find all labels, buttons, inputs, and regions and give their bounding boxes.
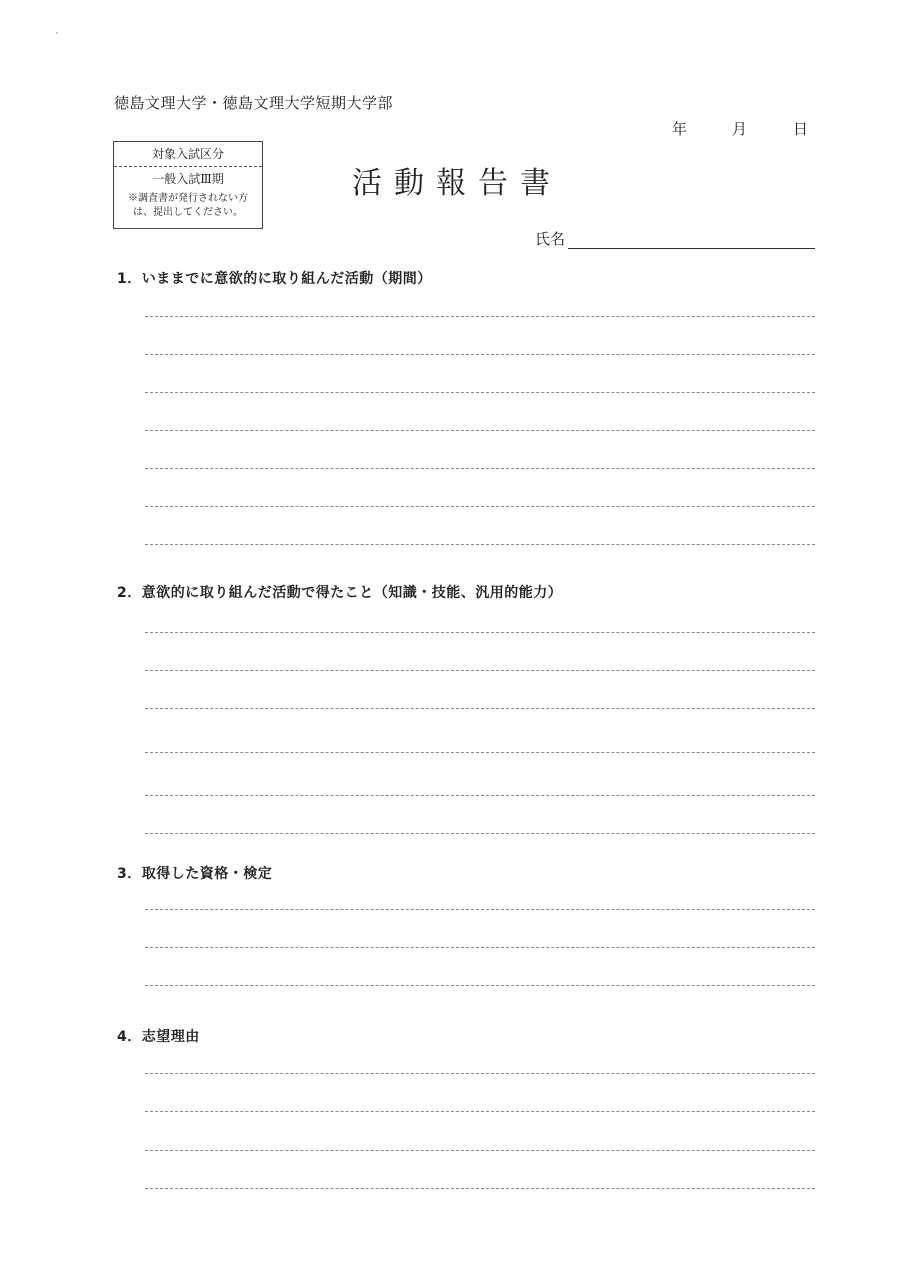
- section-4-heading: 4．志望理由: [117, 1029, 200, 1045]
- exam-category-note-line1: ※調査書が発行されない方: [128, 193, 248, 204]
- answer-line[interactable]: [145, 1150, 815, 1151]
- answer-line[interactable]: [145, 316, 815, 317]
- scan-mark: [56, 32, 58, 34]
- answer-line[interactable]: [145, 1188, 815, 1189]
- section-2-heading: 2．意欲的に取り組んだ活動で得たこと（知識・技能、汎用的能力）: [117, 585, 563, 601]
- name-field[interactable]: [535, 226, 815, 250]
- answer-line[interactable]: [145, 354, 815, 355]
- name-label: 氏名: [535, 230, 566, 248]
- answer-line[interactable]: [145, 632, 815, 633]
- answer-line[interactable]: [145, 833, 815, 834]
- date-month-label: 月: [732, 120, 748, 138]
- answer-line[interactable]: [145, 795, 815, 796]
- answer-line[interactable]: [145, 708, 815, 709]
- answer-line[interactable]: [145, 392, 815, 393]
- answer-line[interactable]: [145, 670, 815, 671]
- date-fields: [672, 118, 812, 140]
- answer-line[interactable]: [145, 468, 815, 469]
- date-year-label: 年: [672, 120, 688, 138]
- answer-line[interactable]: [145, 909, 815, 910]
- answer-line[interactable]: [145, 752, 815, 753]
- answer-line[interactable]: [145, 1073, 815, 1074]
- answer-line[interactable]: [145, 544, 815, 545]
- date-day-label: 日: [793, 120, 809, 138]
- section-1-heading: 1．いままでに意欲的に取り組んだ活動（期間）: [117, 271, 432, 287]
- exam-category-value: 一般入試Ⅲ期: [152, 172, 224, 186]
- answer-line[interactable]: [145, 947, 815, 948]
- exam-category-header: 対象入試区分: [114, 142, 262, 167]
- university-name: 徳島文理大学・徳島文理大学短期大学部: [114, 94, 394, 112]
- answer-line[interactable]: [145, 1111, 815, 1112]
- section-3-heading: 3．取得した資格・検定: [117, 866, 273, 882]
- exam-category-note: [114, 191, 262, 220]
- answer-line[interactable]: [145, 985, 815, 986]
- exam-category-box: [113, 141, 263, 229]
- exam-category-note-line2: は、提出してください。: [133, 207, 243, 218]
- document-title: 活動報告書: [352, 166, 562, 201]
- answer-line[interactable]: [145, 430, 815, 431]
- name-underline[interactable]: [568, 248, 815, 249]
- answer-line[interactable]: [145, 506, 815, 507]
